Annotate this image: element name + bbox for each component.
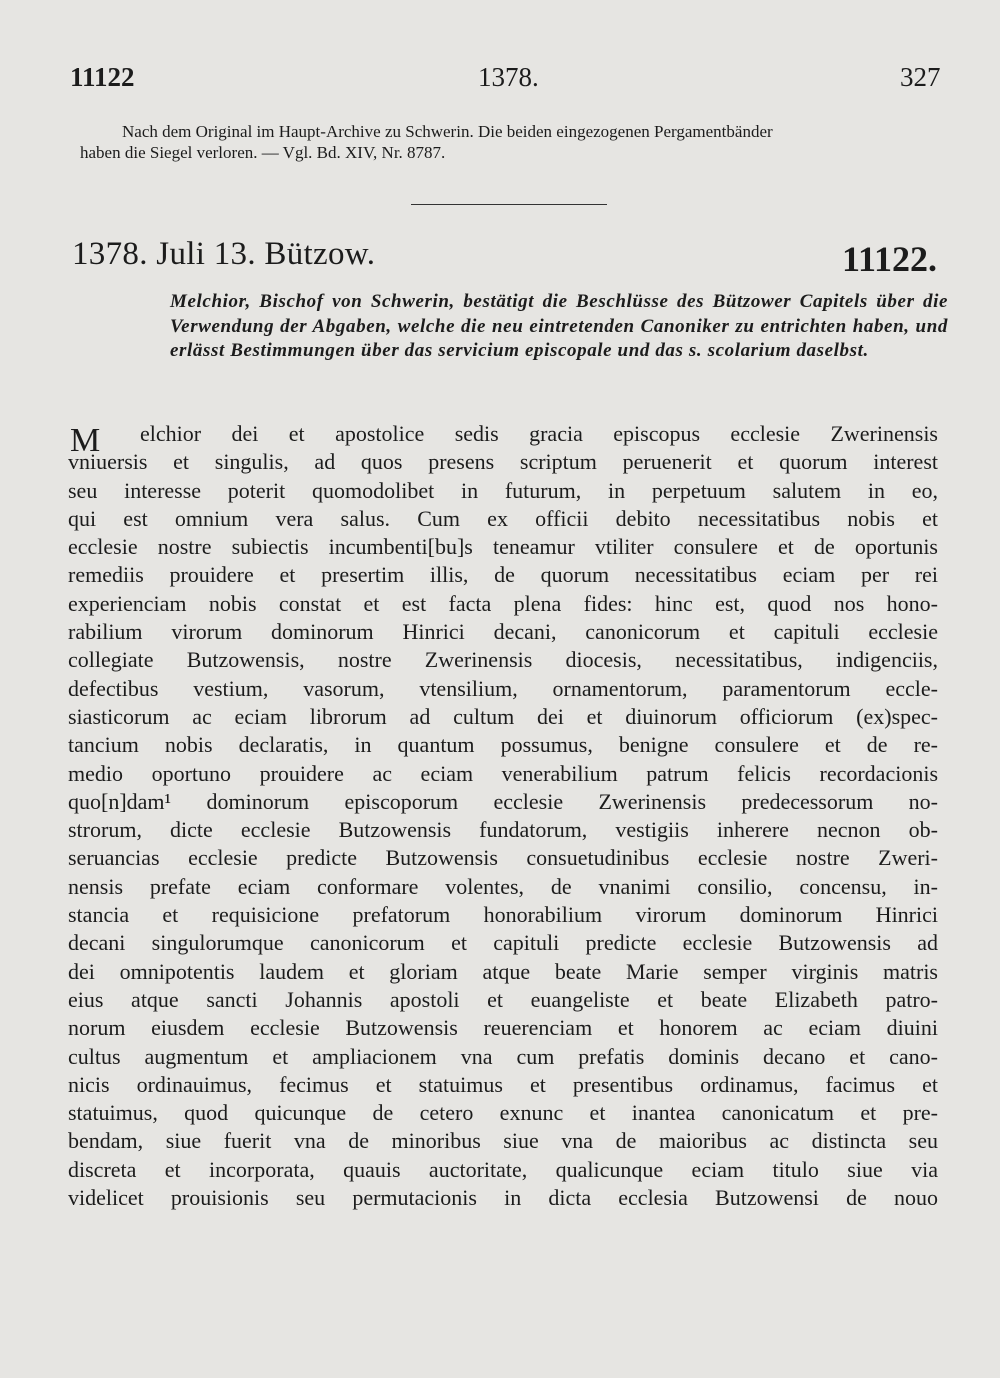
page-running-year: 1378. [478,62,539,92]
body-line: videlicet prouisionis seu permutacionis in dicta ecclesia Butzowensi de nouo [68,1185,938,1211]
body-line: tancium nobis declaratis, in quantum possumus, benigne consulere et de re- [68,732,938,758]
body-line: eius atque sancti Johannis apostoli et euangeliste et beate Elizabeth patro- [68,986,938,1012]
page-number: 327 [900,62,941,92]
body-line: norum eiusdem ecclesie Butzowensis reuerenciam et honorem ac eciam diuini [68,1015,938,1041]
body-line: remediis prouidere et presertim illis, de quorum necessitatibus eciam per rei [68,562,938,588]
body-line: discreta et incorporata, quauis auctoritate, qualicunque eciam titulo siue via [68,1156,938,1182]
document-number: 11122. [842,239,938,279]
body-line: defectibus vestium, vasorum, vtensilium, ornamentorum, paramentorum eccle- [68,675,938,701]
body-line: rabilium virorum dominorum Hinrici decani, canonicorum et capituli ecclesie [68,619,938,645]
source-note-line-2: haben die Siegel verloren. — Vgl. Bd. XIV, Nr. 8787. [80,143,446,162]
drop-cap-initial: M [70,422,101,459]
body-line: decani singulorumque canonicorum et capituli predicte ecclesie Butzowensis ad [68,930,938,956]
body-line: qui est omnium vera salus. Cum ex officii debito necessitatibus nobis et [68,505,938,531]
body-line: stancia et requisicione prefatorum honorabilium virorum dominorum Hinrici [68,902,938,928]
body-line: strorum, dicte ecclesie Butzowensis fundatorum, vestigiis inherere necnon ob- [68,817,938,843]
charter-body-text [68,420,938,1212]
body-line: experienciam nobis constat et est facta plena fides: hinc est, quod nos hono- [68,590,938,616]
body-line: nensis prefate eciam conformare volentes, de vnanimi consilio, concensu, in- [68,873,938,899]
body-line: elchior dei et apostolice sedis gracia episcopus ecclesie Zwerinensis [140,421,938,446]
body-line: quo[n]dam¹ dominorum episcoporum ecclesie Zwerinensis predecessorum no- [68,788,938,814]
regest-summary: Melchior, Bischof von Schwerin, bestätigt die Beschlüsse des Bützower Capitels über die Verwendung der Abgaben, welche die neu eintretenden Canoniker zu entrichten haben, und erlässt Bestimmungen über das servicium episcopale und das s. scolarium daselbst. [170,291,948,361]
body-line: vniuersis et singulis, ad quos presens scriptum peruenerit et quorum interest [68,449,938,475]
body-line: medio oportuno prouidere ac eciam venerabilium patrum felicis recordacionis [68,760,938,786]
body-line: siasticorum ac eciam librorum ad cultum dei et diuinorum officiorum (ex)spec- [68,703,938,729]
body-line: cultus augmentum et ampliacionem vna cum prefatis dominis decano et cano- [68,1043,938,1069]
body-line: bendam, siue fuerit vna de minoribus siue vna de maioribus ac distincta seu [68,1128,938,1154]
body-line: nicis ordinauimus, fecimus et statuimus et presentibus ordinamus, facimus et [68,1071,938,1097]
separator-rule [411,204,607,205]
body-line: seu interesse poterit quomodolibet in futurum, in perpetuum salutem in eo, [68,477,938,503]
body-line: statuimus, quod quicunque de cetero exnunc et inantea canonicatum et pre- [68,1100,938,1126]
page-running-number-left: 11122 [70,62,135,92]
body-line: ecclesie nostre subiectis incumbenti[bu]s teneamur vtiliter consulere et de oportunis [68,534,938,560]
body-line: dei omnipotentis laudem et gloriam atque beate Marie semper virginis matris [68,958,938,984]
body-line: collegiate Butzowensis, nostre Zwerinensis diocesis, necessitatibus, indigenciis, [68,647,938,673]
source-note [80,121,960,163]
source-note-line-1: Nach dem Original im Haupt-Archive zu Schwerin. Die beiden eingezogenen Pergamentbänder [122,122,773,141]
body-line: seruancias ecclesie predicte Butzowensis consuetudinibus ecclesie nostre Zweri- [68,845,938,871]
document-dateline: 1378. Juli 13. Bützow. [72,236,376,272]
